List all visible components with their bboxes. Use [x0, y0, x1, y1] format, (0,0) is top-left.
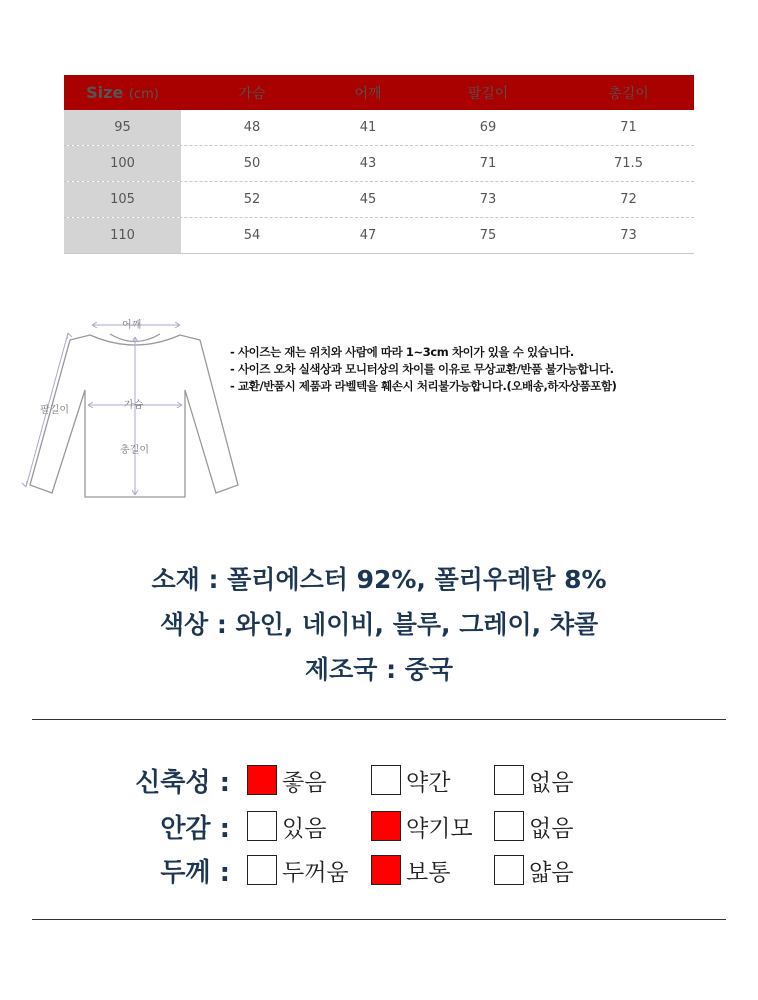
table-row — [64, 218, 694, 254]
cell-shoulder: 43 — [359, 156, 377, 171]
divider — [32, 919, 726, 920]
checkbox-unchecked — [247, 855, 277, 885]
checkbox-unchecked — [371, 765, 401, 795]
note-line: - 사이즈는 재는 위치와 사람에 따라 1~3cm 차이가 있을 수 있습니다. — [230, 345, 574, 359]
table-row — [64, 146, 694, 182]
feature-label: 신축성 : — [135, 768, 230, 798]
cell-sleeve: 69 — [479, 120, 497, 135]
header-length: 총길이 — [608, 85, 649, 102]
table-row — [64, 110, 694, 146]
size-notes — [230, 344, 617, 395]
option-label: 없음 — [529, 815, 574, 842]
shirt-outline-icon — [20, 315, 250, 505]
material-info: 소재 : 폴리에스터 92%, 폴리우레탄 8% — [151, 565, 607, 594]
option-normal — [371, 854, 450, 886]
cell-sleeve: 73 — [479, 192, 497, 207]
cell-size: 105 — [64, 182, 181, 217]
option-label: 보통 — [406, 859, 451, 886]
feature-label: 두께 : — [160, 858, 230, 888]
feature-row-lining — [0, 806, 758, 846]
cell-sleeve: 75 — [479, 228, 497, 243]
cell-sleeve: 71 — [479, 156, 497, 171]
option-thick — [247, 854, 349, 886]
feature-row-stretch — [0, 760, 758, 800]
option-light-fleece — [371, 810, 473, 842]
checkbox-checked — [247, 765, 277, 795]
checkbox-checked — [371, 855, 401, 885]
checkbox-checked — [371, 811, 401, 841]
diagram-label-sleeve: 팔길이 — [40, 405, 69, 416]
feature-row-thickness — [0, 850, 758, 890]
option-slight — [371, 764, 450, 796]
cell-length: 71 — [620, 120, 637, 135]
option-none — [494, 764, 573, 796]
option-label: 두꺼움 — [282, 859, 349, 886]
option-none — [494, 810, 573, 842]
table-row — [64, 182, 694, 218]
header-shoulder: 어깨 — [354, 85, 382, 102]
checkbox-unchecked — [494, 765, 524, 795]
size-table-header — [64, 75, 694, 110]
header-sleeve: 팔길이 — [467, 85, 509, 102]
garment-diagram — [20, 315, 250, 505]
option-label: 얇음 — [529, 859, 574, 886]
cell-chest: 54 — [243, 228, 261, 243]
cell-length: 72 — [620, 192, 637, 207]
option-label: 있음 — [282, 815, 327, 842]
diagram-label-shoulder: 어깨 — [122, 320, 142, 331]
option-label: 약기모 — [406, 815, 473, 842]
option-label: 좋음 — [282, 769, 327, 796]
header-size: Size (cm) — [86, 83, 159, 102]
cell-shoulder: 47 — [359, 228, 377, 243]
cell-size: 100 — [64, 146, 181, 181]
option-thin — [494, 854, 573, 886]
feature-label: 안감 : — [160, 814, 230, 844]
option-yes — [247, 810, 326, 842]
color-info: 색상 : 와인, 네이비, 블루, 그레이, 챠콜 — [159, 610, 599, 639]
size-table — [64, 75, 694, 254]
diagram-label-length: 총길이 — [120, 445, 149, 456]
header-chest: 가슴 — [238, 85, 266, 102]
option-label: 없음 — [529, 769, 574, 796]
checkbox-unchecked — [247, 811, 277, 841]
cell-shoulder: 45 — [359, 192, 377, 207]
option-label: 약간 — [406, 769, 451, 796]
option-good — [247, 764, 326, 796]
cell-size: 95 — [64, 110, 181, 145]
cell-shoulder: 41 — [359, 120, 377, 135]
cell-length: 71.5 — [614, 156, 643, 171]
origin-info: 제조국 : 중국 — [304, 655, 454, 684]
note-line: - 사이즈 오차 실색상과 모니터상의 차이를 이유로 무상교환/반품 불가능합니다. — [230, 362, 614, 376]
cell-size: 110 — [64, 218, 181, 253]
divider — [32, 719, 726, 720]
note-line: - 교환/반품시 제품과 라벨텍을 훼손시 처리불가능합니다.(오배송,하자상품포함) — [230, 379, 617, 393]
checkbox-unchecked — [494, 855, 524, 885]
cell-chest: 50 — [243, 156, 261, 171]
cell-chest: 52 — [243, 192, 261, 207]
diagram-label-chest: 가슴 — [124, 400, 144, 411]
cell-chest: 48 — [243, 120, 261, 135]
cell-length: 73 — [620, 228, 637, 243]
checkbox-unchecked — [494, 811, 524, 841]
